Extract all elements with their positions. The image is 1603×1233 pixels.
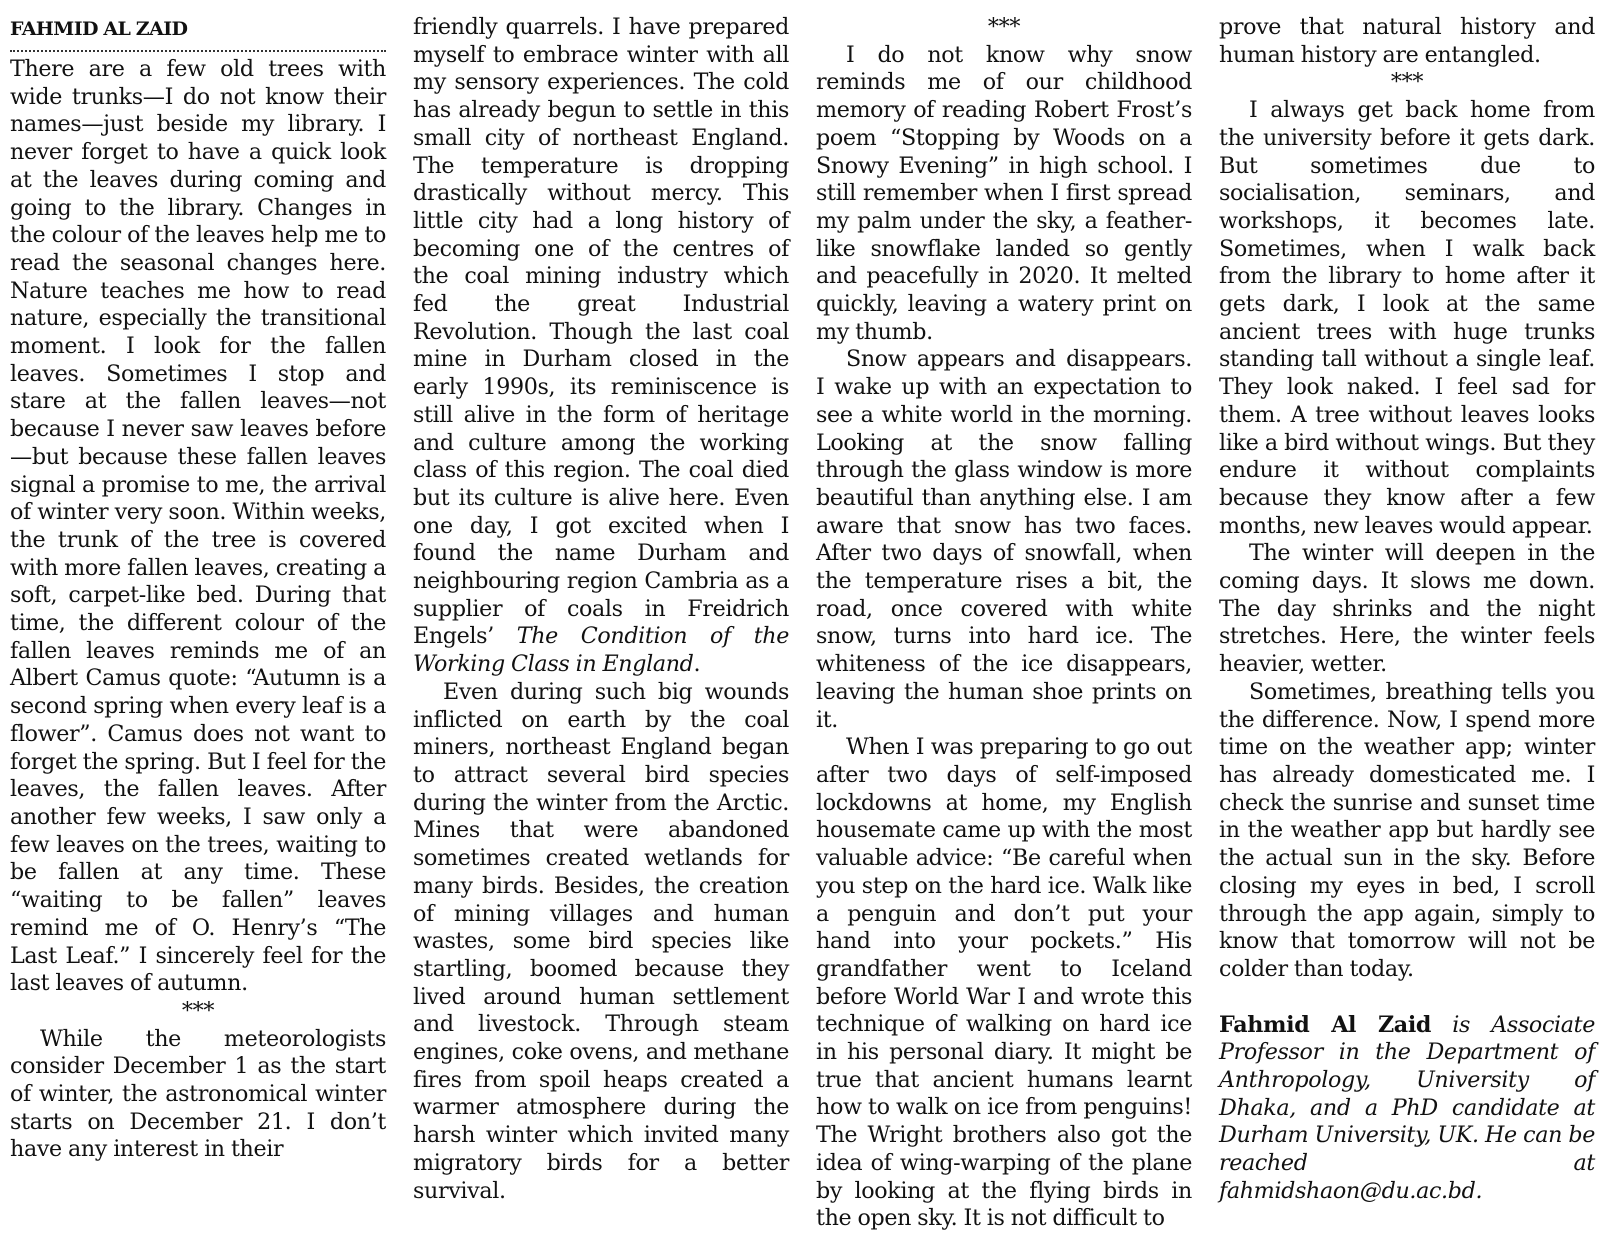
author-bio: [1219, 1012, 1595, 1206]
paragraph: prove that natural history and human history are entangled.: [1219, 14, 1595, 68]
column-2: [413, 14, 789, 1205]
paragraph: There are a few old trees with wide trunks—I do not know their names—just beside my library. I never forget to have a quick look at the leaves during coming and going to the library. Changes in the colour of the leaves help me to read the seasonal changes here. Nature teaches me how to read nature, especially the transitional moment. I look for the fallen leaves. Sometimes I stop and stare at the fallen leaves—not because I never saw leaves before—but because these fallen leaves signal a promise to me, the arrival of winter very soon. Within weeks, the trunk of the tree is covered with more fallen leaves, creating a soft, carpet-like bed. During that time, the different colour of the fallen leaves reminds me of an Albert Camus quote: “Autumn is a second spring when every leaf is a flower”. Camus does not want to forget the spring. But I feel for the leaves, the fallen leaves. After another few weeks, I saw only a few leaves on the trees, waiting to be fallen at any time. These “waiting to be fallen” leaves remind me of O. Henry’s “The Last Leaf.” I sincerely feel for the last leaves of autumn.: [10, 56, 386, 997]
paragraph: When I was preparing to go out after two days of self-imposed lockdowns at home, my English housemate came up with the most valuable advice: “Be careful when you step on the hard ice. Walk like a penguin and don’t put your hand into your pockets.” His grandfather went to Iceland before World War I and wrote this technique of walking on hard ice in his personal diary. It might be true that ancient humans learnt how to walk on ice from penguins! The Wright brothers also got the idea of wing-warping of the plane by looking at the flying birds in the open sky. It is not difficult to: [816, 734, 1192, 1232]
paragraph-end: .: [693, 651, 701, 678]
book-title: The Condition of the Working Class in England: [413, 623, 790, 678]
byline: FAHMID AL ZAID: [10, 14, 386, 52]
column-4: [1219, 14, 1595, 1206]
paragraph: Even during such big wounds inflicted on earth by the coal miners, northeast England began to attract several bird species during the winter from the Arctic. Mines that were abandoned sometimes created wetlands for many birds. Besides, the creation of mining villages and human wastes, some bird species like startling, boomed because they lived around human settlement and livestock. Through steam engines, coke ovens, and methane fires from spoil heaps created a warmer atmosphere during the harsh winter which invited many migratory birds for a better survival.: [413, 678, 789, 1204]
paragraph-text: friendly quarrels. I have prepared myself to embrace winter with all my sensory experiences. The cold has already begun to settle in this small city of northeast England. The temperature is dropping drastically without mercy. This little city had a long history of becoming one of the centres of the coal mining industry which fed the great Industrial Revolution. Though the last coal mine in Durham closed in the early 1990s, its reminiscence is still alive in the form of heritage and culture among the working class of this region. The coal died but its culture is alive here. Even one day, I got excited when I found the name Durham and neighbouring region Cambria as a supplier of coals in Freidrich Engels’: [413, 14, 789, 650]
section-separator: ***: [181, 997, 215, 1024]
paragraph: The winter will deepen in the coming days. It slows me down. The day shrinks and the night stretches. Here, the winter feels heavier, wetter.: [1219, 540, 1595, 678]
column-1: [10, 14, 386, 1164]
paragraph: While the meteorologists consider December 1 as the start of winter, the astronomical winter starts on December 21. I don’t have any interest in their: [10, 1025, 386, 1163]
author-bio-text: is Associate Professor in the Department of Anthropology, University of Dhaka, and a PhD candidate at Durham University, UK. He can be reached at fahmidshaon@du.ac.bd.: [1219, 1011, 1595, 1204]
paragraph: I always get back home from the university before it gets dark. But sometimes due to socialisation, seminars, and workshops, it becomes late. Sometimes, when I walk back from the library to home after it gets dark, I look at the same ancient trees with huge trunks standing tall without a single leaf. They look naked. I feel sad for them. A tree without leaves looks like a bird without wings. But they endure it without complaints because they know after a few months, new leaves would appear.: [1219, 97, 1595, 539]
section-separator: ***: [987, 14, 1021, 40]
author-name: Fahmid Al Zaid: [1219, 1011, 1432, 1038]
column-3: [816, 14, 1192, 1233]
section-separator: ***: [1390, 69, 1424, 96]
paragraph: Snow appears and disappears. I wake up with an expectation to see a white world in the morning. Looking at the snow falling through the glass window is more beautiful than anything else. I am aware that snow has two faces. After two days of snowfall, when the temperature rises a bit, the road, once covered with white snow, turns into hard ice. The whiteness of the ice disappears, leaving the human shoe prints on it.: [816, 346, 1192, 733]
paragraph: I do not know why snow reminds me of our childhood memory of reading Robert Frost’s poem “Stopping by Woods on a Snowy Evening” in high school. I still remember when I first spread my palm under the sky, a feather-like snowflake landed so gently and peacefully in 2020. It melted quickly, leaving a watery print on my thumb.: [816, 41, 1192, 345]
paragraph: [413, 14, 789, 679]
paragraph: Sometimes, breathing tells you the difference. Now, I spend more time on the weather app; winter has already domesticated me. I check the sunrise and sunset time in the weather app but hardly see the actual sun in the sky. Before closing my eyes in bed, I scroll through the app again, simply to know that tomorrow will not be colder than today.: [1219, 678, 1595, 982]
